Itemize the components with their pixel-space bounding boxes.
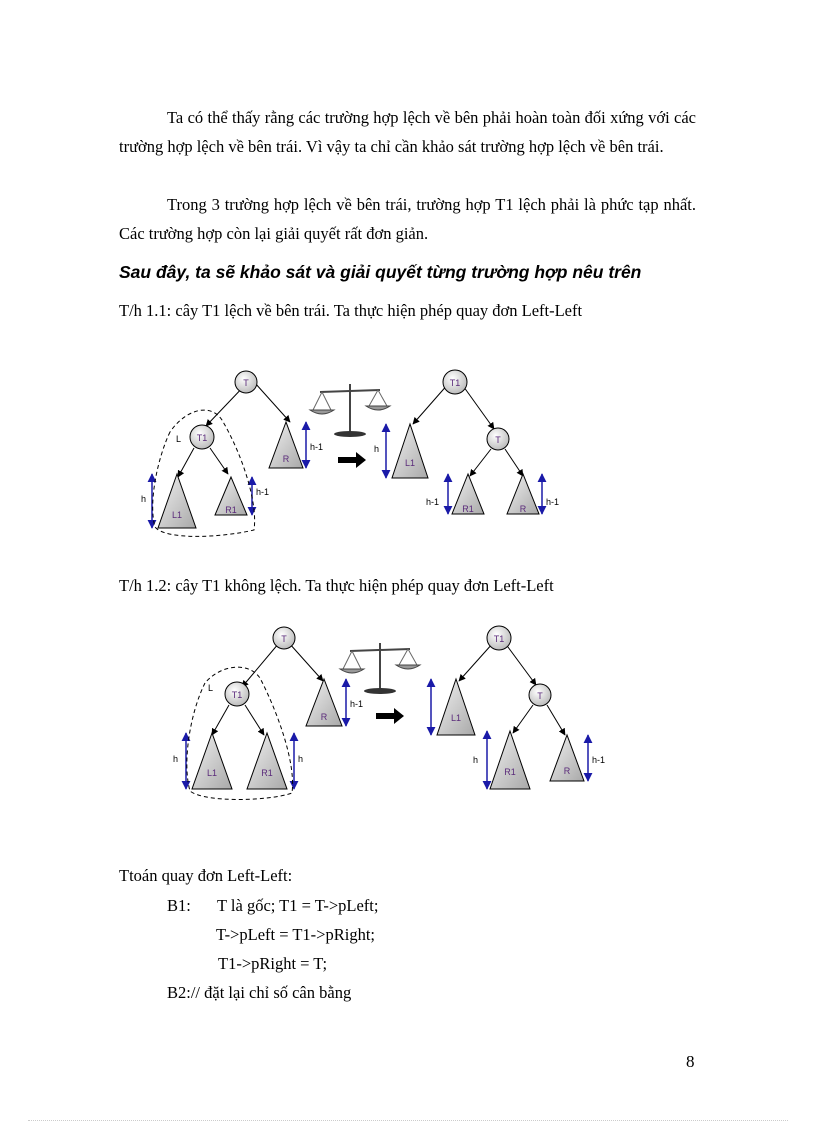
r-height-label: h-1	[310, 442, 324, 452]
subtree-l1-after-label: L1	[450, 713, 462, 723]
r1-height-label: h	[298, 754, 304, 764]
subtree-r-label: R	[320, 712, 328, 722]
algorithm-title: Ttoán quay đơn Left-Left:	[119, 866, 293, 885]
step-b1-line-3: T1->pRight = T;	[218, 954, 328, 973]
node-t-label: T	[281, 634, 287, 644]
r-after-height-label: h-1	[546, 497, 560, 507]
case2-caption: T/h 1.2: cây T1 không lệch. Ta thực hiện phép quay đơn Left-Left	[119, 576, 554, 595]
node-t-label: T	[243, 378, 249, 388]
case1-caption: T/h 1.1: cây T1 lệch về bên trái. Ta thực hiện phép quay đơn Left-Left	[119, 301, 583, 320]
subtree-r1-after-label: R1	[504, 767, 516, 777]
footer-divider	[28, 1120, 788, 1121]
subtree-r1	[247, 733, 287, 789]
l1-height-label: h	[173, 754, 179, 764]
page-number: 8	[686, 1052, 695, 1071]
subtree-l1-label: L1	[171, 510, 183, 520]
subtree-l1-after	[437, 679, 475, 735]
node-t1-after-label: T1	[449, 378, 461, 388]
balance-scale-icon	[310, 384, 390, 437]
l-label: L	[176, 434, 182, 444]
r1-after-height-label: h	[473, 755, 479, 765]
node-t1-after-label: T1	[493, 634, 505, 644]
r-after-height-label: h-1	[592, 755, 606, 765]
subtree-r1-after-label: R1	[462, 504, 474, 514]
subtree-r-after-label: R	[563, 766, 571, 776]
step-b1-label: B1:	[167, 896, 191, 915]
l1-height-label: h	[141, 494, 147, 504]
r-height-label: h-1	[350, 699, 364, 709]
r1-height-label: h-1	[256, 487, 270, 497]
case1-diagram	[130, 362, 590, 542]
node-t-after-label: T	[495, 435, 501, 445]
node-t1-label: T1	[231, 690, 243, 700]
l-label: L	[208, 683, 214, 693]
subtree-r1-label: R1	[225, 505, 237, 515]
section-heading: Sau đây, ta sẽ khảo sát và giải quyết từng trường hợp nêu trên	[119, 262, 642, 282]
rotation-arrow-icon	[338, 452, 366, 468]
paragraph-2: Trong 3 trường hợp lệch về bên trái, trường hợp T1 lệch phải là phức tạp nhất. Các trường hợp còn lại giải quyết rất đơn giản.	[119, 195, 696, 243]
step-b1-line-1: T là gốc; T1 = T->pLeft;	[217, 896, 379, 915]
case2-diagram	[160, 623, 620, 808]
subtree-r-after-label: R	[519, 504, 527, 514]
subtree-r1-after	[490, 731, 530, 789]
subtree-r-label: R	[282, 454, 290, 464]
step-b2: B2:// đặt lại chỉ số cân bằng	[167, 983, 352, 1002]
node-t1-label: T1	[196, 433, 208, 443]
subtree-r1-label: R1	[261, 768, 273, 778]
subtree-l1	[192, 733, 232, 789]
rotation-arrow-icon	[376, 708, 404, 724]
balance-scale-icon	[340, 643, 420, 694]
subtree-l1-label: L1	[206, 768, 218, 778]
l1-after-height-label: h	[374, 444, 380, 454]
r1-after-height-label: h-1	[426, 497, 440, 507]
paragraph-1: Ta có thể thấy rằng các trường hợp lệch về bên phải hoàn toàn đối xứng với các trường hợp lệch về bên trái. Vì vậy ta chỉ cần khảo sát trường hợp lệch về bên trái.	[119, 108, 696, 156]
node-t-after-label: T	[537, 691, 543, 701]
step-b1-line-2: T->pLeft = T1->pRight;	[216, 925, 375, 944]
subtree-l1-after-label: L1	[404, 458, 416, 468]
subtree-l1-after	[392, 424, 428, 478]
